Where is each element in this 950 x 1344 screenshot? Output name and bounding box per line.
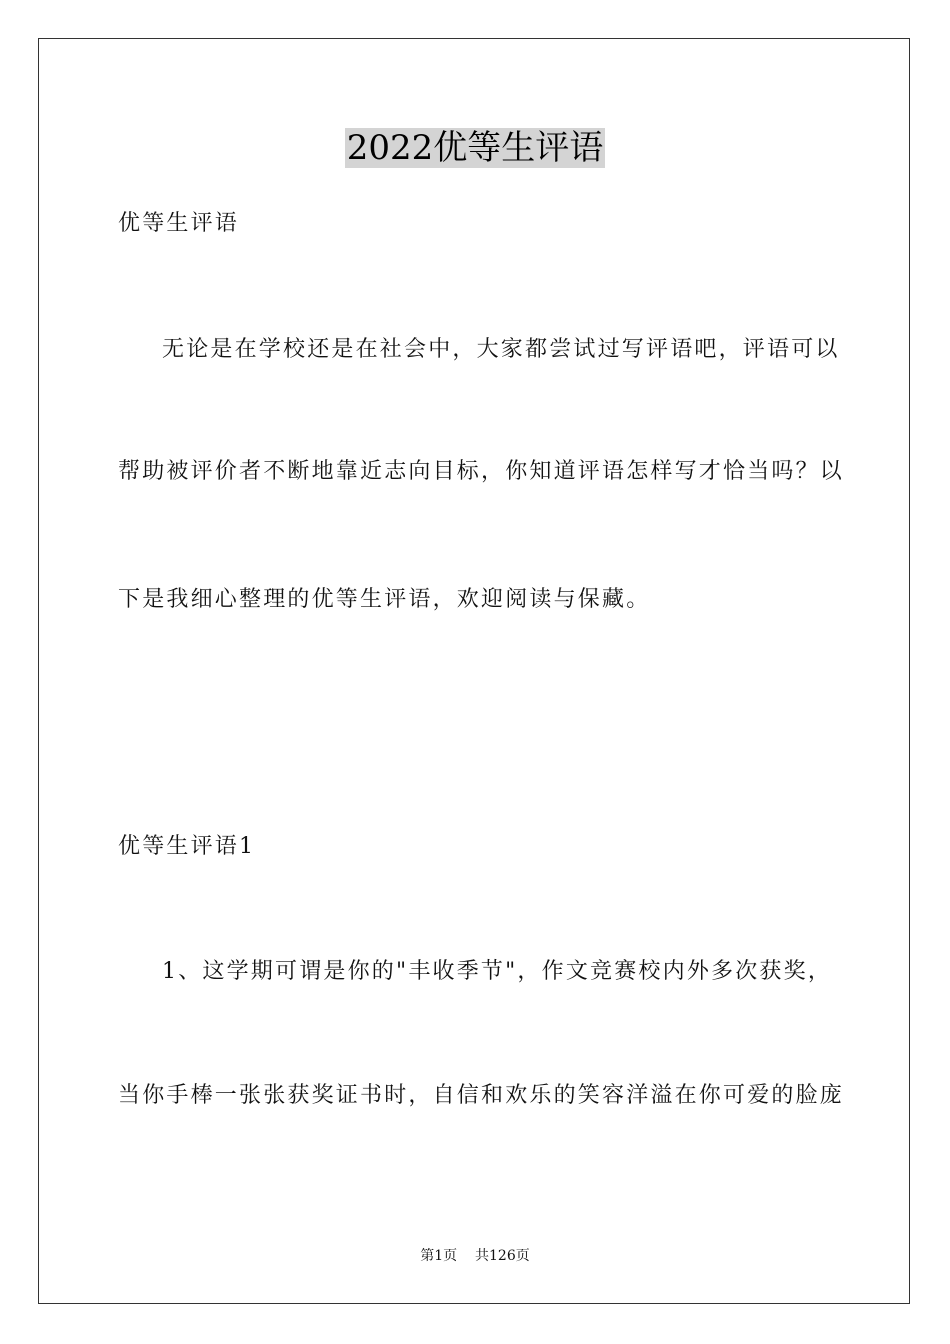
paragraph-line: 当你手棒一张张获奖证书时，自信和欢乐的笑容洋溢在你可爱的脸庞 <box>118 1083 845 1108</box>
title-container <box>0 128 950 168</box>
document-title: 2022优等生评语 <box>346 128 604 168</box>
page-total: 共126页 <box>475 1248 530 1264</box>
paragraph-line: 帮助被评价者不断地靠近志向目标，你知道评语怎样写才恰当吗？以 <box>118 459 845 484</box>
paragraph-line: 下是我细心整理的优等生评语，欢迎阅读与保藏。 <box>118 587 651 612</box>
page-footer <box>0 1246 950 1266</box>
section-heading: 优等生评语 <box>118 211 240 236</box>
section-heading: 优等生评语1 <box>118 834 256 859</box>
paragraph-line: 1、这学期可谓是你的"丰收季节"，作文竞赛校内外多次获奖， <box>162 959 833 984</box>
page-number: 第1页 <box>420 1248 458 1264</box>
paragraph-line: 无论是在学校还是在社会中，大家都尝试过写评语吧，评语可以 <box>162 337 840 362</box>
